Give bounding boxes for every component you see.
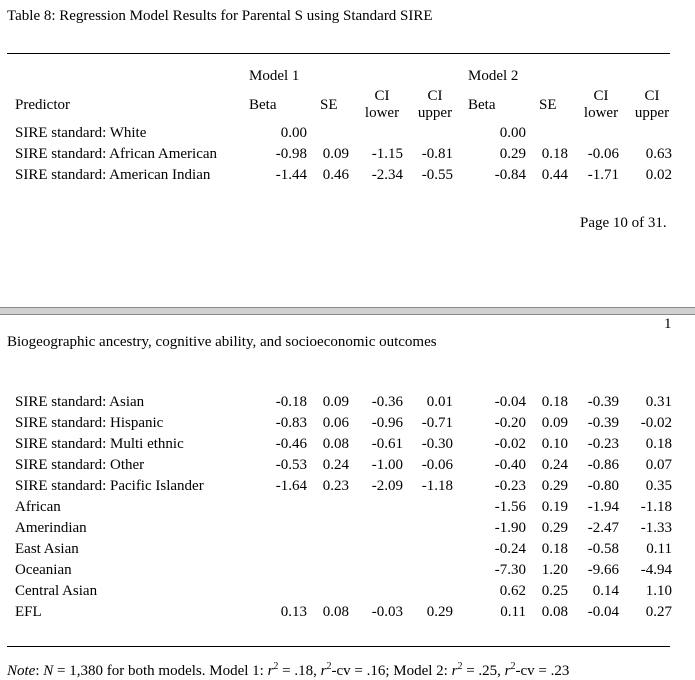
- m1-cell: 0.01: [426, 394, 453, 410]
- page-footer: Page 10 of 31.: [580, 215, 667, 231]
- m2-cell: 0.10: [541, 436, 568, 452]
- m2-cell: 0.02: [645, 167, 672, 183]
- m2-cell: 0.29: [499, 146, 526, 162]
- row-label: EFL: [15, 604, 42, 620]
- table-note: Note: N = 1,380 for both models. Model 1: $r^2 = .18$, $r^2-cv = .16$; Model 2: $r^2 = .25$, $r^2-cv = .23$: [7, 661, 570, 679]
- m2-ci-lower-header: CI lower: [583, 88, 619, 121]
- m1-cell: 0.46: [322, 167, 349, 183]
- m2-cell: 0.07: [645, 457, 672, 473]
- m1-cell: -0.83: [275, 415, 307, 431]
- m2-ci-upper-header: CI upper: [634, 88, 670, 121]
- m1-cell: -1.44: [275, 167, 307, 183]
- row-label: Amerindian: [15, 520, 87, 536]
- page-break: [0, 307, 695, 315]
- row-label: SIRE standard: African American: [15, 146, 218, 162]
- row-label: SIRE standard: Hispanic: [15, 415, 164, 431]
- m2-cell: 0.25: [541, 583, 568, 599]
- m1-cell: -0.55: [421, 167, 453, 183]
- m1-cell: -0.96: [371, 415, 403, 431]
- m2-cell: -0.24: [494, 541, 526, 557]
- bottom-rule: [7, 646, 670, 647]
- m1-cell: 0.06: [322, 415, 349, 431]
- m2-cell: -0.04: [494, 394, 526, 410]
- top-rule: [7, 53, 670, 54]
- m2-cell: -1.71: [587, 167, 619, 183]
- m1-cell: 0.23: [322, 478, 349, 494]
- m2-cell: -0.39: [587, 394, 619, 410]
- m2-cell: 0.35: [645, 478, 672, 494]
- row-label: East Asian: [15, 541, 79, 557]
- m2-cell: -0.02: [494, 436, 526, 452]
- m1-cell: -0.98: [275, 146, 307, 162]
- m1-cell: -0.30: [421, 436, 453, 452]
- m1-cell: -0.36: [371, 394, 403, 410]
- m2-cell: 0.11: [646, 541, 672, 557]
- m1-cell: -0.71: [421, 415, 453, 431]
- m2-cell: 0.18: [541, 394, 568, 410]
- m2-cell: -0.80: [587, 478, 619, 494]
- m1-cell: -1.15: [371, 146, 403, 162]
- m1-se-header: SE: [320, 97, 338, 113]
- m2-cell: 0.18: [645, 436, 672, 452]
- m1-cell: 0.08: [322, 436, 349, 452]
- m2-cell: 0.44: [541, 167, 568, 183]
- m1-ci-upper-header: CI upper: [417, 88, 453, 121]
- m2-cell: 1.20: [541, 562, 568, 578]
- m2-cell: -0.20: [494, 415, 526, 431]
- m2-cell: -2.47: [587, 520, 619, 536]
- m1-cell: -1.00: [371, 457, 403, 473]
- m1-cell: -2.09: [371, 478, 403, 494]
- m1-cell: 0.00: [280, 125, 307, 141]
- m1-cell: -1.64: [275, 478, 307, 494]
- row-label: SIRE standard: Asian: [15, 394, 145, 410]
- m1-cell: -0.81: [421, 146, 453, 162]
- m2-cell: 0.09: [541, 415, 568, 431]
- m1-cell: 0.09: [322, 394, 349, 410]
- m1-cell: -2.34: [371, 167, 403, 183]
- m2-cell: -0.23: [494, 478, 526, 494]
- m2-cell: -1.18: [640, 499, 672, 515]
- row-label: SIRE standard: Pacific Islander: [15, 478, 204, 494]
- m2-cell: 0.29: [541, 478, 568, 494]
- model1-header: Model 1: [249, 68, 300, 84]
- row-label: SIRE standard: White: [15, 125, 147, 141]
- m1-cell: -0.06: [421, 457, 453, 473]
- m2-cell: 0.18: [541, 541, 568, 557]
- m2-cell: 1.10: [645, 583, 672, 599]
- m1-cell: 0.08: [322, 604, 349, 620]
- m2-cell: 0.00: [499, 125, 526, 141]
- m2-cell: 0.27: [645, 604, 672, 620]
- m2-se-header: SE: [539, 97, 557, 113]
- m2-cell: -0.58: [587, 541, 619, 557]
- m2-cell: -0.04: [587, 604, 619, 620]
- m2-cell: -0.02: [640, 415, 672, 431]
- m2-cell: -1.90: [494, 520, 526, 536]
- m2-cell: 0.14: [592, 583, 619, 599]
- m2-cell: 0.24: [541, 457, 568, 473]
- table-caption: Table 8: Regression Model Results for Parental S using Standard SIRE: [7, 8, 433, 24]
- running-head: Biogeographic ancestry, cognitive ability, and socioeconomic outcomes: [7, 334, 437, 350]
- m1-cell: -0.61: [371, 436, 403, 452]
- m1-cell: -0.03: [371, 604, 403, 620]
- m1-cell: -1.18: [421, 478, 453, 494]
- m1-cell: 0.09: [322, 146, 349, 162]
- m1-cell: 0.24: [322, 457, 349, 473]
- m2-cell: 0.11: [500, 604, 526, 620]
- row-label: Central Asian: [15, 583, 98, 599]
- m2-cell: 0.18: [541, 146, 568, 162]
- m2-cell: 0.08: [541, 604, 568, 620]
- row-label: SIRE standard: Other: [15, 457, 145, 473]
- m2-cell: -9.66: [587, 562, 619, 578]
- m2-cell: 0.31: [645, 394, 672, 410]
- row-label: SIRE standard: American Indian: [15, 167, 211, 183]
- m2-cell: 0.62: [499, 583, 526, 599]
- m2-beta-header: Beta: [468, 97, 496, 113]
- row-label: Oceanian: [15, 562, 72, 578]
- page-number: 1: [664, 316, 672, 332]
- row-label: SIRE standard: Multi ethnic: [15, 436, 184, 452]
- m2-cell: 0.63: [645, 146, 672, 162]
- model2-header: Model 2: [468, 68, 519, 84]
- m2-cell: -0.23: [587, 436, 619, 452]
- m1-cell: 0.13: [280, 604, 307, 620]
- m2-cell: -0.86: [587, 457, 619, 473]
- m1-cell: -0.18: [275, 394, 307, 410]
- m1-cell: -0.46: [275, 436, 307, 452]
- m1-cell: 0.29: [426, 604, 453, 620]
- m2-cell: 0.19: [541, 499, 568, 515]
- m2-cell: -1.94: [587, 499, 619, 515]
- m1-cell: -0.53: [275, 457, 307, 473]
- m1-ci-lower-header: CI lower: [364, 88, 400, 121]
- m2-cell: -0.39: [587, 415, 619, 431]
- m2-cell: -7.30: [494, 562, 526, 578]
- m1-beta-header: Beta: [249, 97, 277, 113]
- m2-cell: -4.94: [640, 562, 672, 578]
- m2-cell: -1.33: [640, 520, 672, 536]
- m2-cell: -0.84: [494, 167, 526, 183]
- m2-cell: -1.56: [494, 499, 526, 515]
- m2-cell: -0.06: [587, 146, 619, 162]
- m2-cell: -0.40: [494, 457, 526, 473]
- predictor-header: Predictor: [15, 97, 70, 113]
- row-label: African: [15, 499, 61, 515]
- m2-cell: 0.29: [541, 520, 568, 536]
